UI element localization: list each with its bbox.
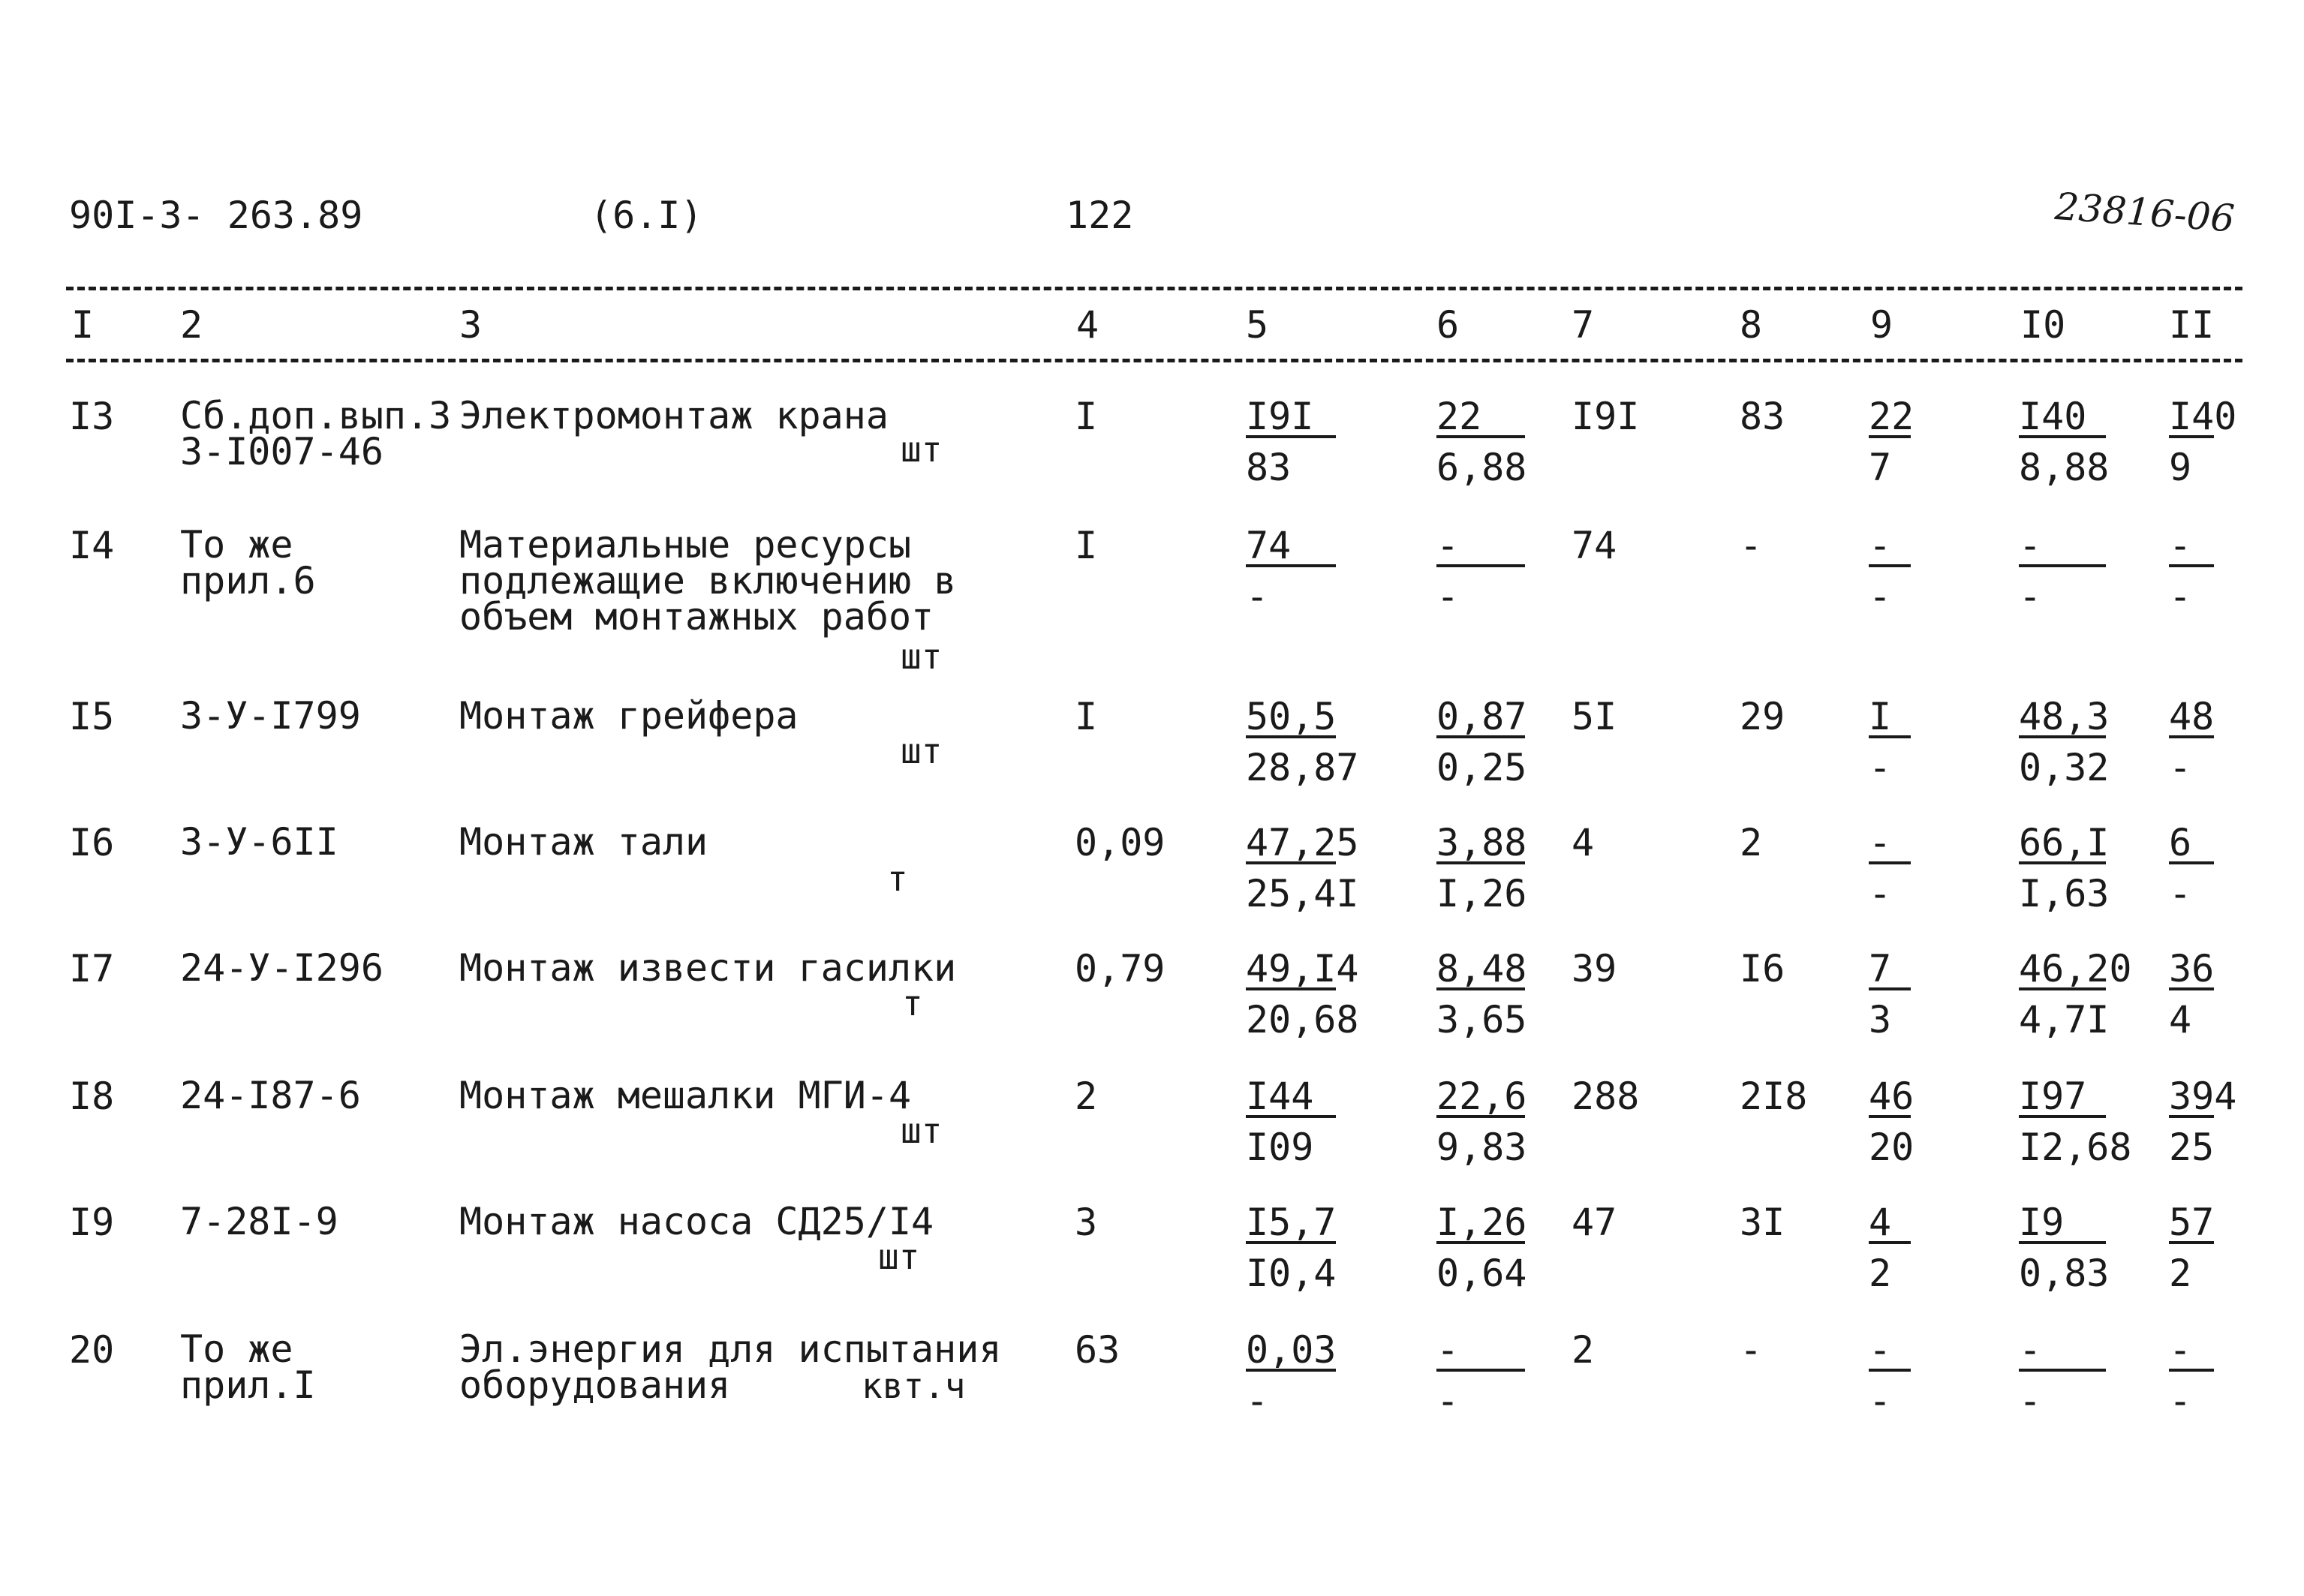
fraction-line-c6 xyxy=(1436,735,1525,738)
row-number: I9 xyxy=(69,1201,115,1244)
fraction-top-c10: I40 xyxy=(2019,395,2087,438)
row-code: То же прил.6 xyxy=(180,523,316,603)
fraction-bottom-c5: 20,68 xyxy=(1246,998,1359,1041)
row-number: I6 xyxy=(69,821,115,864)
fraction-top-c5: 49,I4 xyxy=(1246,947,1359,990)
fraction-top-c11: 6 xyxy=(2169,821,2192,864)
fraction-bottom-c6: - xyxy=(1436,1379,1460,1423)
row-code: То же прил.I xyxy=(180,1327,316,1407)
column-header-8: 8 xyxy=(1740,303,1763,347)
fraction-bottom-c6: 0,64 xyxy=(1436,1252,1527,1295)
column-header-4: 4 xyxy=(1076,303,1099,347)
row-col7: 74 xyxy=(1572,524,1617,567)
fraction-top-c5: I9I xyxy=(1246,395,1314,438)
row-number: 20 xyxy=(69,1328,115,1372)
row-number: I5 xyxy=(69,695,115,738)
fraction-top-c6: - xyxy=(1436,1328,1460,1372)
fraction-line-c9 xyxy=(1869,735,1911,738)
column-header-7: 7 xyxy=(1572,303,1595,347)
row-quantity: 2 xyxy=(1075,1075,1098,1118)
row-quantity: 3 xyxy=(1075,1201,1098,1244)
fraction-line-c9 xyxy=(1869,861,1911,864)
row-name: Монтаж грейфера xyxy=(459,694,799,738)
fraction-line-c10 xyxy=(2019,1241,2106,1244)
fraction-bottom-c10: - xyxy=(2019,1379,2042,1423)
section-number: (6.I) xyxy=(590,194,703,237)
column-header-10: I0 xyxy=(2020,303,2066,347)
fraction-bottom-c5: I09 xyxy=(1246,1126,1314,1169)
row-unit: квт.ч xyxy=(862,1366,966,1406)
fraction-top-c10: I97 xyxy=(2019,1075,2087,1118)
fraction-bottom-c9: 2 xyxy=(1869,1252,1892,1295)
fraction-bottom-c9: - xyxy=(1869,1379,1892,1423)
fraction-top-c9: 7 xyxy=(1869,947,1892,990)
row-col7: 39 xyxy=(1572,947,1617,990)
fraction-line-c5 xyxy=(1246,987,1336,990)
fraction-bottom-c5: - xyxy=(1246,1379,1269,1423)
fraction-bottom-c11: 9 xyxy=(2169,446,2192,489)
fraction-top-c11: I40 xyxy=(2169,395,2237,438)
fraction-bottom-c6: 3,65 xyxy=(1436,998,1527,1041)
column-header-5: 5 xyxy=(1246,303,1269,347)
fraction-line-c5 xyxy=(1246,1115,1336,1118)
row-unit: шт xyxy=(901,636,943,677)
row-unit: т xyxy=(887,858,908,899)
fraction-line-c5 xyxy=(1246,1241,1336,1244)
fraction-line-c9 xyxy=(1869,987,1911,990)
fraction-top-c11: 48 xyxy=(2169,695,2215,738)
fraction-top-c5: I5,7 xyxy=(1246,1201,1337,1244)
row-unit: шт xyxy=(901,731,943,771)
fraction-top-c11: 36 xyxy=(2169,947,2215,990)
fraction-line-c10 xyxy=(2019,987,2106,990)
fraction-line-c11 xyxy=(2169,987,2214,990)
fraction-line-c10 xyxy=(2019,1115,2106,1118)
row-name: Монтаж мешалки МГИ-4 xyxy=(459,1074,912,1117)
fraction-top-c10: 66,I xyxy=(2019,821,2110,864)
fraction-bottom-c11: - xyxy=(2169,1379,2192,1423)
fraction-bottom-c5: I0,4 xyxy=(1246,1252,1337,1295)
fraction-top-c5: 74 xyxy=(1246,524,1292,567)
fraction-top-c11: - xyxy=(2169,524,2192,567)
row-quantity: I xyxy=(1075,524,1098,567)
fraction-line-c5 xyxy=(1246,735,1336,738)
fraction-bottom-c6: I,26 xyxy=(1436,872,1527,915)
column-header-2: 2 xyxy=(180,303,203,347)
row-col7: 4 xyxy=(1572,821,1595,864)
fraction-bottom-c9: 20 xyxy=(1869,1126,1914,1169)
fraction-line-c6 xyxy=(1436,987,1525,990)
row-col8: 2I8 xyxy=(1740,1075,1808,1118)
row-col8: - xyxy=(1740,1328,1763,1372)
fraction-bottom-c11: - xyxy=(2169,746,2192,789)
fraction-bottom-c5: 83 xyxy=(1246,446,1292,489)
fraction-top-c10: - xyxy=(2019,524,2042,567)
fraction-bottom-c10: - xyxy=(2019,575,2042,618)
fraction-top-c10: 46,20 xyxy=(2019,947,2132,990)
row-number: I7 xyxy=(69,947,115,990)
column-header-3: 3 xyxy=(459,303,483,347)
fraction-top-c9: I xyxy=(1869,695,1892,738)
row-unit: т xyxy=(902,983,923,1023)
fraction-bottom-c11: 25 xyxy=(2169,1126,2215,1169)
fraction-top-c6: 3,88 xyxy=(1436,821,1527,864)
fraction-top-c11: 57 xyxy=(2169,1201,2215,1244)
row-col7: I9I xyxy=(1572,395,1640,438)
fraction-line-c5 xyxy=(1246,1369,1336,1372)
fraction-bottom-c6: 6,88 xyxy=(1436,446,1527,489)
fraction-line-c11 xyxy=(2169,1369,2214,1372)
column-header-1: I xyxy=(71,303,95,347)
row-col7: 2 xyxy=(1572,1328,1595,1372)
row-col7: 47 xyxy=(1572,1201,1617,1244)
row-col8: 2 xyxy=(1740,821,1763,864)
fraction-top-c9: - xyxy=(1869,524,1892,567)
fraction-line-c11 xyxy=(2169,1241,2214,1244)
row-number: I4 xyxy=(69,524,115,567)
fraction-top-c6: - xyxy=(1436,524,1460,567)
fraction-bottom-c11: - xyxy=(2169,872,2192,915)
row-name: Электромонтаж крана xyxy=(459,394,889,437)
fraction-top-c5: 47,25 xyxy=(1246,821,1359,864)
page-number: 122 xyxy=(1066,194,1134,237)
fraction-line-c10 xyxy=(2019,435,2106,438)
fraction-top-c6: I,26 xyxy=(1436,1201,1527,1244)
fraction-top-c6: 8,48 xyxy=(1436,947,1527,990)
row-name: Монтаж извести гасилки xyxy=(459,946,957,990)
fraction-line-c10 xyxy=(2019,735,2106,738)
row-name: Эл.энергия для испытания оборудования xyxy=(459,1327,1002,1407)
fraction-line-c9 xyxy=(1869,564,1911,567)
row-col8: 29 xyxy=(1740,695,1785,738)
fraction-line-c9 xyxy=(1869,1115,1911,1118)
fraction-bottom-c10: 4,7I xyxy=(2019,998,2110,1041)
column-header-9: 9 xyxy=(1870,303,1893,347)
fraction-top-c10: - xyxy=(2019,1328,2042,1372)
row-code: 3-У-6II xyxy=(180,820,338,864)
fraction-bottom-c5: 28,87 xyxy=(1246,746,1359,789)
column-header-11: II xyxy=(2169,303,2215,347)
row-name: Монтаж тали xyxy=(459,820,708,864)
fraction-top-c6: 0,87 xyxy=(1436,695,1527,738)
fraction-line-c5 xyxy=(1246,861,1336,864)
fraction-line-c11 xyxy=(2169,735,2214,738)
fraction-top-c5: 0,03 xyxy=(1246,1328,1337,1372)
fraction-bottom-c6: 0,25 xyxy=(1436,746,1527,789)
fraction-bottom-c5: 25,4I xyxy=(1246,872,1359,915)
header-top-rule xyxy=(66,287,2242,290)
fraction-line-c6 xyxy=(1436,1369,1525,1372)
row-quantity: 0,79 xyxy=(1075,947,1166,990)
header-bottom-rule xyxy=(66,359,2242,362)
handwritten-code: 23816-06 xyxy=(2053,185,2236,241)
fraction-line-c6 xyxy=(1436,1241,1525,1244)
fraction-line-c11 xyxy=(2169,1115,2214,1118)
fraction-top-c6: 22 xyxy=(1436,395,1482,438)
fraction-top-c5: 50,5 xyxy=(1246,695,1337,738)
fraction-line-c11 xyxy=(2169,435,2214,438)
row-col8: I6 xyxy=(1740,947,1785,990)
fraction-line-c10 xyxy=(2019,564,2106,567)
row-unit: шт xyxy=(878,1237,920,1277)
fraction-top-c11: - xyxy=(2169,1328,2192,1372)
row-quantity: I xyxy=(1075,395,1098,438)
row-col8: 3I xyxy=(1740,1201,1785,1244)
fraction-line-c5 xyxy=(1246,435,1336,438)
fraction-bottom-c11: 4 xyxy=(2169,998,2192,1041)
fraction-line-c9 xyxy=(1869,1241,1911,1244)
fraction-bottom-c11: - xyxy=(2169,575,2192,618)
fraction-bottom-c9: - xyxy=(1869,575,1892,618)
row-col7: 288 xyxy=(1572,1075,1640,1118)
fraction-line-c9 xyxy=(1869,1369,1911,1372)
fraction-bottom-c10: 8,88 xyxy=(2019,446,2110,489)
row-name: Материальные ресурсы подлежащие включению в объем монтажных работ xyxy=(459,523,957,639)
fraction-line-c10 xyxy=(2019,861,2106,864)
row-col8: - xyxy=(1740,524,1763,567)
fraction-bottom-c11: 2 xyxy=(2169,1252,2192,1295)
document-number: 90I-3- 263.89 xyxy=(69,194,363,237)
fraction-line-c11 xyxy=(2169,564,2214,567)
row-code: 24-I87-6 xyxy=(180,1074,361,1117)
row-code: Сб.доп.вып.3 3-I007-46 xyxy=(180,394,452,473)
fraction-top-c11: 394 xyxy=(2169,1075,2237,1118)
row-quantity: 63 xyxy=(1075,1328,1120,1372)
row-col7: 5I xyxy=(1572,695,1617,738)
fraction-bottom-c6: - xyxy=(1436,575,1460,618)
fraction-line-c6 xyxy=(1436,1115,1525,1118)
fraction-bottom-c9: - xyxy=(1869,872,1892,915)
fraction-line-c11 xyxy=(2169,861,2214,864)
fraction-top-c10: 48,3 xyxy=(2019,695,2110,738)
fraction-top-c6: 22,6 xyxy=(1436,1075,1527,1118)
fraction-line-c10 xyxy=(2019,1369,2106,1372)
fraction-top-c9: 4 xyxy=(1869,1201,1892,1244)
fraction-line-c6 xyxy=(1436,861,1525,864)
row-number: I8 xyxy=(69,1075,115,1118)
row-code: 7-28I-9 xyxy=(180,1200,338,1243)
fraction-top-c9: - xyxy=(1869,821,1892,864)
row-code: 24-У-I296 xyxy=(180,946,383,990)
fraction-bottom-c9: 3 xyxy=(1869,998,1892,1041)
fraction-top-c10: I9 xyxy=(2019,1201,2065,1244)
fraction-top-c9: 22 xyxy=(1869,395,1914,438)
row-name: Монтаж насоса СД25/I4 xyxy=(459,1200,934,1243)
row-number: I3 xyxy=(69,395,115,438)
fraction-bottom-c10: I2,68 xyxy=(2019,1126,2132,1169)
row-col8: 83 xyxy=(1740,395,1785,438)
row-quantity: I xyxy=(1075,695,1098,738)
fraction-bottom-c9: 7 xyxy=(1869,446,1892,489)
row-quantity: 0,09 xyxy=(1075,821,1166,864)
fraction-bottom-c10: 0,32 xyxy=(2019,746,2110,789)
column-header-6: 6 xyxy=(1436,303,1460,347)
fraction-top-c5: I44 xyxy=(1246,1075,1314,1118)
fraction-line-c6 xyxy=(1436,435,1525,438)
row-unit: шт xyxy=(901,429,943,470)
fraction-bottom-c10: 0,83 xyxy=(2019,1252,2110,1295)
fraction-bottom-c6: 9,83 xyxy=(1436,1126,1527,1169)
fraction-top-c9: 46 xyxy=(1869,1075,1914,1118)
fraction-line-c9 xyxy=(1869,435,1911,438)
fraction-bottom-c9: - xyxy=(1869,746,1892,789)
fraction-bottom-c5: - xyxy=(1246,575,1269,618)
fraction-line-c6 xyxy=(1436,564,1525,567)
row-code: 3-У-I799 xyxy=(180,694,361,738)
row-unit: шт xyxy=(901,1111,943,1151)
fraction-bottom-c10: I,63 xyxy=(2019,872,2110,915)
fraction-line-c5 xyxy=(1246,564,1336,567)
fraction-top-c9: - xyxy=(1869,1328,1892,1372)
